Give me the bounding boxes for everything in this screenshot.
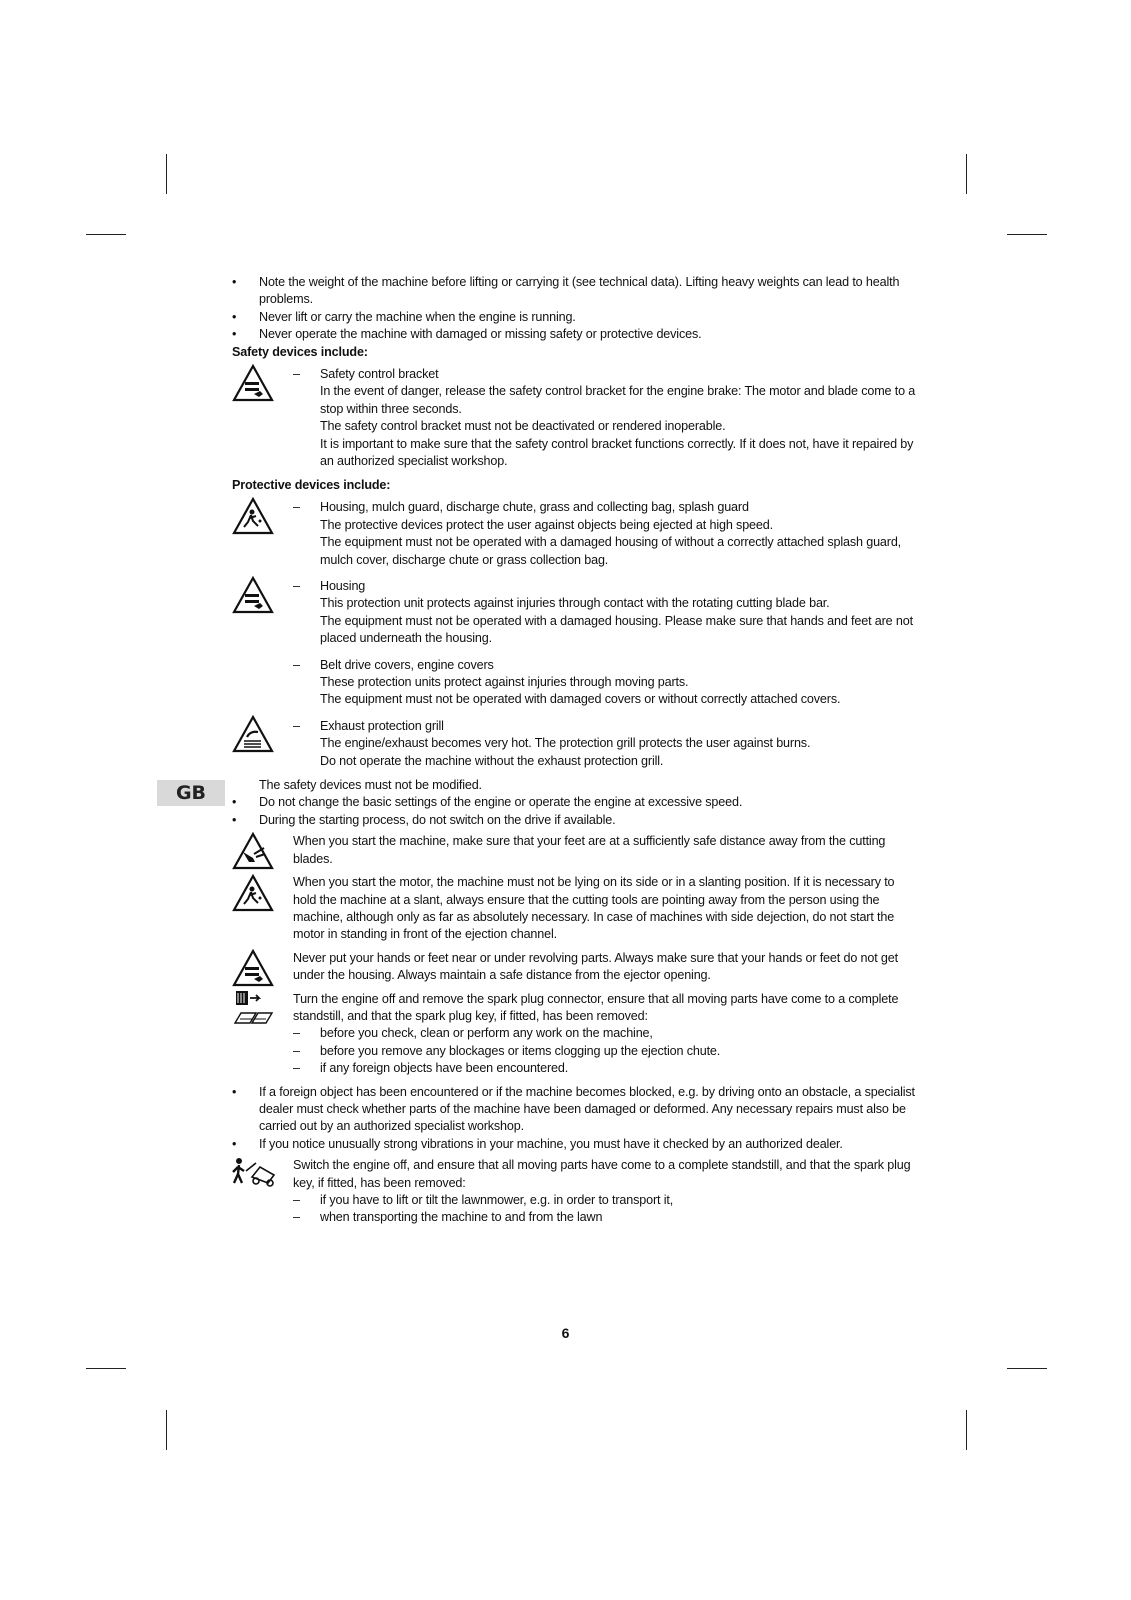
crop-mark <box>966 154 967 194</box>
ejected-objects-warning-icon <box>232 874 274 912</box>
hand-warning-icon <box>232 364 274 402</box>
safety-heading: Safety devices include: <box>232 344 368 359</box>
page-content <box>232 274 917 1227</box>
protective-item: – Housing, mulch guard, discharge chute, grass and collecting bag, splash guard The protective devices protect the user against objects being ejected at high speed. The equipment must not be operated with a damaged housing of without a correctly attached splash guard, mulch cover, discharge chute or grass collection bag. <box>232 499 917 569</box>
crop-mark <box>86 1368 126 1369</box>
list-item: • Note the weight of the machine before lifting or carrying it (see technical data). Lifting heavy weights can lead to health problems. <box>232 275 900 307</box>
person-lawnmower-icon <box>232 1157 280 1187</box>
list-item: • Never operate the machine with damaged or missing safety or protective devices. <box>232 327 702 342</box>
protective-item: – Housing This protection unit protects against injuries through contact with the rotating cutting blade bar. The equipment must not be operated with a damaged housing. Please make sure that hands and feet are not placed underneath the housing. <box>232 578 917 648</box>
foot-blade-warning-icon <box>232 832 274 870</box>
ejected-objects-warning-icon <box>232 497 274 535</box>
crop-mark <box>1007 1368 1047 1369</box>
protective-heading: Protective devices include: <box>232 477 391 492</box>
list-item: • Never lift or carry the machine when the engine is running. <box>232 309 576 324</box>
protective-item: – Exhaust protection grill The engine/exhaust becomes very hot. The protection grill protects the user against burns. Do not operate the machine without the exhaust protection grill. <box>232 718 917 770</box>
hand-warning-icon <box>232 949 274 987</box>
list-item: – before you remove any blockages or items clogging up the ejection chute. <box>293 1043 721 1058</box>
crop-mark <box>166 1410 167 1450</box>
crop-mark <box>86 234 126 235</box>
safety-note: The safety devices must not be modified. <box>259 778 482 793</box>
warning-paragraph: When you start the motor, the machine must not be lying on its side or in a slanting position. If it is necessary to hold the machine at a slant, always ensure that the cutting tools are pointing away from the person using the machine, although only as far as absolutely necessary. In case of machines with side dejection, do not start the motor in standing in front of the ejection channel. <box>232 874 917 944</box>
protective-item: – Belt drive covers, engine covers These protection units protect against injuries through moving parts. The equipment must not be operated with damaged covers or without correctly attached covers. <box>293 657 841 707</box>
list-item: • If a foreign object has been encountered or if the machine becomes blocked, e.g. by driving onto an obstacle, a specialist dealer must check whether parts of the machine have been damaged or deformed. Any necessary repairs must also be carried out by an authorized specialist workshop. <box>232 1084 915 1134</box>
warning-paragraph: Never put your hands or feet near or under revolving parts. Always make sure that your hands or feet do not get under the housing. Always maintain a safe distance from the ejector opening. <box>232 950 917 985</box>
safety-item: – Safety control bracket In the event of danger, release the safety control bracket for the engine brake: The motor and blade come to a stop within three seconds. The safety control bracket must not be deactivated or rendered inoperable. It is important to make sure that the safety control bracket functions correctly. If it does not, have it repaired by an authorized specialist workshop. <box>232 366 917 470</box>
spark-plug-manual-icon <box>232 989 274 1033</box>
list-item: • During the starting process, do not switch on the drive if available. <box>232 812 616 827</box>
list-item: – when transporting the machine to and from the lawn <box>293 1210 603 1225</box>
list-item: – if you have to lift or tilt the lawnmower, e.g. in order to transport it, <box>293 1193 674 1207</box>
list-item: – if any foreign objects have been encountered. <box>293 1061 569 1076</box>
hand-warning-icon <box>232 576 274 614</box>
list-item: • Do not change the basic settings of the engine or operate the engine at excessive speed. <box>232 795 743 810</box>
crop-mark <box>1007 234 1047 235</box>
list-item: – before you check, clean or perform any work on the machine, <box>293 1026 653 1041</box>
crop-mark <box>966 1410 967 1450</box>
crop-mark <box>166 154 167 194</box>
spark-plug-instructions: Turn the engine off and remove the spark plug connector, ensure that all moving parts have come to a complete standstill, and that the spark plug key, if fitted, has been removed: – before you check, clean or perform any work on the machine, – before you remove any blockages or items clogging up the ejection chute. – if any foreign objects have been encountered. <box>232 991 917 1078</box>
transport-instructions: Switch the engine off, and ensure that all moving parts have come to a complete standstill, and that the spark plug key, if fitted, has been removed: – if you have to lift or tilt the lawnmower, e.g. in order to transport it, – when transporting the machine to and from the lawn <box>232 1157 917 1227</box>
warning-paragraph: When you start the machine, make sure that your feet are at a sufficiently safe distance away from the cutting blades. <box>232 833 917 868</box>
list-item: • If you notice unusually strong vibrations in your machine, you must have it checked by an authorized dealer. <box>232 1136 843 1151</box>
hot-surface-warning-icon <box>232 715 274 753</box>
page-number: 6 <box>561 1325 570 1341</box>
language-tab: GB <box>157 780 225 806</box>
